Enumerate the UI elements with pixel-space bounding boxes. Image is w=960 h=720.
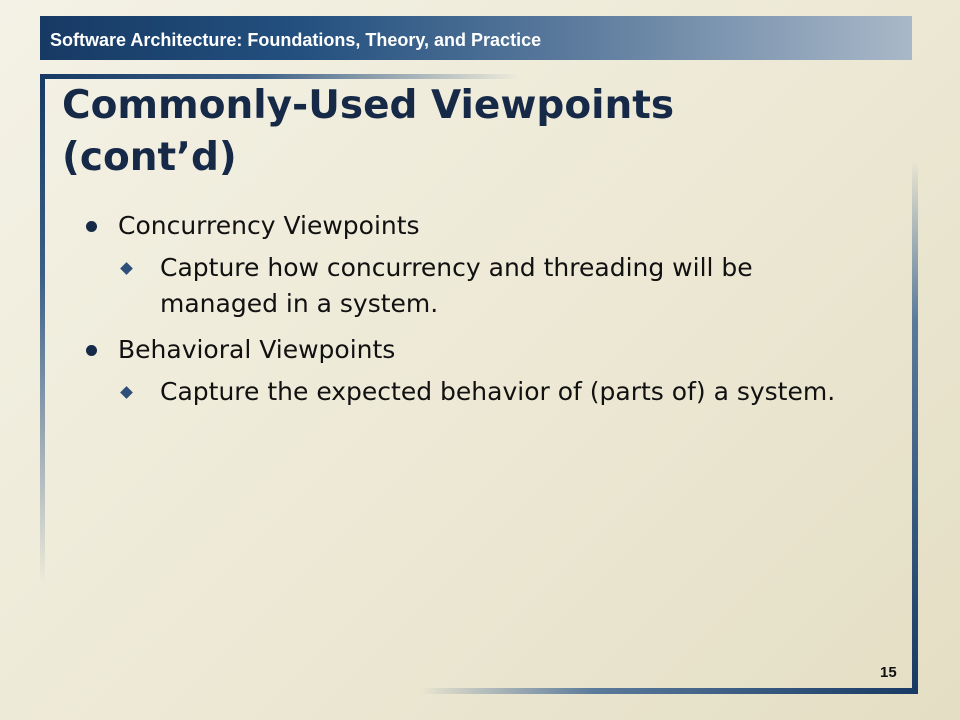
sub-bullet-text: Capture how concurrency and threading will be managed in a system.	[160, 253, 753, 318]
sub-bullet-item	[160, 250, 876, 322]
bullet-text: Concurrency Viewpoints	[118, 211, 420, 240]
frame-left-border	[40, 74, 45, 584]
course-title: Software Architecture: Foundations, Theory, and Practice	[50, 30, 542, 50]
frame-right-border	[912, 160, 918, 694]
bullet-dot-icon	[86, 345, 97, 356]
bullet-item-behavioral	[86, 330, 876, 370]
diamond-bullet-icon	[120, 386, 133, 399]
bullet-item-concurrency	[86, 206, 876, 246]
slide-title: Commonly-Used Viewpoints (cont’d)	[62, 83, 675, 180]
sub-bullet-text: Capture the expected behavior of (parts of) a system.	[160, 377, 836, 406]
bullet-dot-icon	[86, 221, 97, 232]
bullet-text: Behavioral Viewpoints	[118, 335, 396, 364]
frame-top-border	[40, 74, 520, 79]
diamond-bullet-icon	[120, 262, 133, 275]
bullet-list	[86, 206, 876, 418]
frame-bottom-border	[420, 688, 918, 694]
page-number: 15	[880, 664, 897, 681]
sub-bullet-item	[160, 374, 876, 410]
